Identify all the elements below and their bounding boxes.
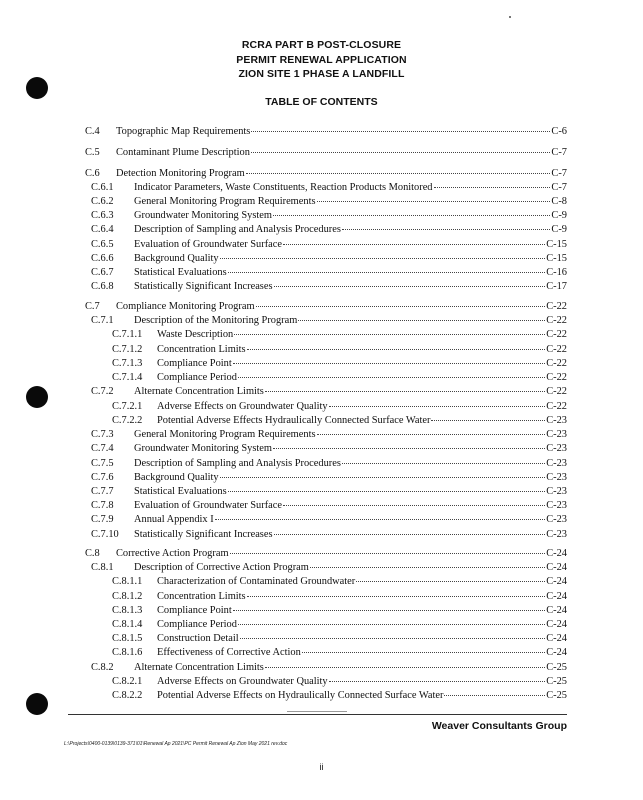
toc-entry-page: C-24 [546,605,567,616]
header-line-3: ZION SITE 1 PHASE A LANDFILL [238,68,405,80]
toc-entry-title: Construction Detail [157,633,239,644]
toc-entry[interactable] [0,146,567,159]
toc-entry-title: Description of Corrective Action Program [134,562,309,573]
toc-leader-dots [317,434,546,435]
toc-entry-title: Compliance Monitoring Program [116,301,255,312]
toc-entry-number: C.8.1.5 [112,633,143,644]
toc-entry[interactable] [0,485,567,498]
toc-entry-page: C-7 [551,182,567,193]
toc-entry[interactable] [0,428,567,441]
toc-leader-dots [274,534,546,535]
toc-entry-page: C-16 [546,267,567,278]
toc-entry-page: C-23 [546,458,567,469]
toc-leader-dots [283,505,545,506]
toc-entry-title: Compliance Point [157,605,232,616]
toc-entry-page: C-22 [546,301,567,312]
header-line-2: PERMIT RENEWAL APPLICATION [236,54,407,66]
toc-entry-title: Corrective Action Program [116,548,229,559]
toc-leader-dots [246,173,551,174]
toc-entry-number: C.8.2.2 [112,690,143,701]
toc-entry[interactable] [0,661,567,674]
toc-entry[interactable] [0,632,567,645]
toc-entry[interactable] [0,646,567,659]
toc-entry-title: Effectiveness of Corrective Action [157,647,301,658]
toc-entry-page: C-23 [546,500,567,511]
toc-entry[interactable] [0,371,567,384]
toc-entry-title: Characterization of Contaminated Groundwater [157,576,356,587]
toc-leader-dots [434,187,551,188]
toc-entry-number: C.6.2 [91,196,114,207]
toc-entry-page: C-17 [546,281,567,292]
toc-leader-dots [238,377,545,378]
toc-entry-page: C-23 [546,415,567,426]
toc-leader-dots [298,320,545,321]
toc-entry-title: Statistical Evaluations [134,267,227,278]
toc-entry[interactable] [0,575,567,588]
toc-entry-number: C.7.6 [91,472,114,483]
toc-leader-dots [265,391,545,392]
toc-entry-page: C-6 [551,126,567,137]
toc-entry-page: C-22 [546,401,567,412]
toc-entry-page: C-15 [546,239,567,250]
toc-leader-dots [273,448,545,449]
toc-title: TABLE OF CONTENTS [265,96,378,108]
toc-entry-page: C-23 [546,529,567,540]
toc-entry-number: C.6.7 [91,267,114,278]
toc-entry-number: C.6.1 [91,182,114,193]
toc-entry-title: Potential Adverse Effects on Hydraulically Connected Surface Water [157,690,444,701]
toc-entry-title: Groundwater Monitoring System [134,443,272,454]
toc-entry-number: C.7.2.2 [112,415,143,426]
toc-leader-dots [342,463,545,464]
toc-entry-number: C.8.1.4 [112,619,143,630]
toc-entry-number: C.7.7 [91,486,114,497]
toc-entry[interactable] [0,471,567,484]
toc-entry-number: C.7.2.1 [112,401,143,412]
toc-entry-number: C.8.1.6 [112,647,143,658]
toc-entry-page: C-22 [546,358,567,369]
toc-entry[interactable] [0,195,567,208]
toc-entry-number: C.7.4 [91,443,114,454]
toc-entry-page: C-24 [546,647,567,658]
toc-entry-page: C-24 [546,619,567,630]
toc-leader-dots [234,334,545,335]
toc-entry-number: C.5 [85,147,100,158]
toc-entry-number: C.8.2 [91,662,114,673]
toc-entry-number: C.8.1 [91,562,114,573]
toc-entry-title: Description of the Monitoring Program [134,315,298,326]
file-path: L:\Projects\0400-0139\0139-371\01\Renewal Ap 2021\PC Permit Renewal Ap Zion May 2021 rev.doc [64,741,288,747]
toc-entry-number: C.7.8 [91,500,114,511]
toc-entry-number: C.7.2 [91,386,114,397]
toc-entry-page: C-25 [546,690,567,701]
toc-entry-number: C.8.1.3 [112,605,143,616]
toc-entry-page: C-7 [551,147,567,158]
toc-entry-number: C.7.1.3 [112,358,143,369]
toc-leader-dots [283,244,545,245]
toc-entry[interactable] [0,689,567,702]
toc-leader-dots [233,610,545,611]
toc-entry-title: Groundwater Monitoring System [134,210,272,221]
toc-entry[interactable] [0,280,567,293]
toc-entry-number: C.6.3 [91,210,114,221]
toc-leader-dots [342,229,550,230]
toc-entry-page: C-15 [546,253,567,264]
toc-entry-title: Statistical Evaluations [134,486,227,497]
toc-entry-page: C-7 [551,168,567,179]
toc-entry-number: C.8 [85,548,100,559]
toc-leader-dots [228,491,546,492]
toc-entry-page: C-25 [546,676,567,687]
toc-entry-number: C.7.5 [91,458,114,469]
toc-entry-number: C.4 [85,126,100,137]
toc-leader-dots [240,638,546,639]
toc-entry-title: Statistically Significant Increases [134,529,273,540]
toc-entry[interactable] [0,547,567,560]
toc-leader-dots [228,272,546,273]
page-number: ii [319,762,324,772]
toc-entry[interactable] [0,357,567,370]
toc-entry-page: C-9 [551,210,567,221]
toc-leader-dots [310,567,545,568]
toc-leader-dots [431,420,545,421]
footer-rule [68,714,567,715]
toc-entry-number: C.8.1.2 [112,591,143,602]
toc-leader-dots [274,286,546,287]
scan-speck [509,16,511,18]
toc-entry-title: Potential Adverse Effects Hydraulically Connected Surface Water [157,415,431,426]
toc-leader-dots [317,201,551,202]
toc-leader-dots [251,152,550,153]
toc-entry[interactable] [0,561,567,574]
toc-entry-title: Waste Description [157,329,234,340]
toc-entry[interactable] [0,223,567,236]
toc-leader-dots [444,695,545,696]
toc-entry-page: C-24 [546,633,567,644]
toc-leader-dots [356,581,545,582]
toc-entry[interactable] [0,209,567,222]
toc-entry-title: Alternate Concentration Limits [134,662,264,673]
toc-entry-page: C-23 [546,514,567,525]
toc-entry[interactable] [0,499,567,512]
toc-entry-title: Evaluation of Groundwater Surface [134,500,283,511]
toc-leader-dots [329,681,546,682]
toc-leader-dots [215,519,546,520]
toc-entry[interactable] [0,414,567,427]
toc-entry[interactable] [0,314,567,327]
toc-leader-dots [265,667,545,668]
toc-entry-number: C.6.4 [91,224,114,235]
toc-entry[interactable] [0,442,567,455]
toc-entry[interactable] [0,238,567,251]
toc-entry[interactable] [0,343,567,356]
toc-entry[interactable] [0,618,567,631]
toc-entry-title: Detection Monitoring Program [116,168,245,179]
toc-entry-title: Evaluation of Groundwater Surface [134,239,283,250]
toc-entry-title: Annual Appendix I [134,514,214,525]
toc-entry-number: C.7.9 [91,514,114,525]
toc-entry-page: C-23 [546,486,567,497]
toc-entry[interactable] [0,252,567,265]
toc-entry-title: General Monitoring Program Requirements [134,196,316,207]
toc-entry-number: C.7.1.1 [112,329,143,340]
toc-leader-dots [247,596,546,597]
toc-leader-dots [220,258,546,259]
toc-entry-page: C-22 [546,386,567,397]
toc-leader-dots [233,363,545,364]
toc-entry-page: C-24 [546,591,567,602]
toc-entry-page: C-24 [546,562,567,573]
toc-entry[interactable] [0,528,567,541]
toc-entry[interactable] [0,300,567,313]
toc-entry-number: C.7.3 [91,429,114,440]
toc-entry-page: C-23 [546,472,567,483]
toc-entry-number: C.8.1.1 [112,576,143,587]
toc-entry-title: Adverse Effects on Groundwater Quality [157,401,328,412]
toc-entry-page: C-9 [551,224,567,235]
toc-entry[interactable] [0,167,567,180]
toc-entry[interactable] [0,328,567,341]
toc-entry-page: C-24 [546,548,567,559]
toc-leader-dots [251,131,550,132]
toc-entry-title: Concentration Limits [157,591,246,602]
toc-entry[interactable] [0,181,567,194]
toc-entry-number: C.7.1.2 [112,344,143,355]
toc-entry-number: C.8.2.1 [112,676,143,687]
firm-name: Weaver Consultants Group [431,720,567,732]
toc-entry-number: C.7 [85,301,100,312]
toc-entry-page: C-23 [546,429,567,440]
toc-entry-title: Statistically Significant Increases [134,281,273,292]
toc-entry-title: Contaminant Plume Description [116,147,250,158]
toc-entry-page: C-25 [546,662,567,673]
toc-entry[interactable] [0,675,567,688]
toc-entry-page: C-23 [546,443,567,454]
toc-entry-title: Topographic Map Requirements [116,126,251,137]
toc-entry-page: C-22 [546,315,567,326]
toc-entry[interactable] [0,604,567,617]
toc-entry-page: C-22 [546,329,567,340]
toc-entry-title: Background Quality [134,253,219,264]
toc-entry-number: C.6.6 [91,253,114,264]
toc-entry-title: Compliance Period [157,372,237,383]
toc-entry-title: Description of Sampling and Analysis Procedures [134,224,341,235]
toc-leader-dots [230,553,546,554]
toc-entry-number: C.6 [85,168,100,179]
toc-leader-dots [256,306,546,307]
toc-entry[interactable] [0,457,567,470]
toc-entry-number: C.7.1 [91,315,114,326]
toc-entry-title: General Monitoring Program Requirements [134,429,316,440]
toc-entry-page: C-22 [546,344,567,355]
toc-entry-title: Compliance Point [157,358,232,369]
toc-entry-number: C.6.5 [91,239,114,250]
toc-entry[interactable] [0,400,567,413]
toc-entry[interactable] [0,125,567,138]
toc-leader-dots [329,406,546,407]
toc-entry-title: Adverse Effects on Groundwater Quality [157,676,328,687]
toc-entry-title: Concentration Limits [157,344,246,355]
toc-entry[interactable] [0,590,567,603]
toc-entry-number: C.7.1.4 [112,372,143,383]
toc-leader-dots [247,349,546,350]
toc-entry[interactable] [0,513,567,526]
header-line-1: RCRA PART B POST-CLOSURE [241,39,402,51]
toc-entry-title: Background Quality [134,472,219,483]
toc-entry-title: Alternate Concentration Limits [134,386,264,397]
toc-entry-page: C-8 [551,196,567,207]
toc-entry-title: Description of Sampling and Analysis Procedures [134,458,341,469]
toc-leader-dots [238,624,545,625]
toc-entry-page: C-22 [546,372,567,383]
toc-entry-page: C-24 [546,576,567,587]
toc-entry-number: C.6.8 [91,281,114,292]
toc-entry-title: Indicator Parameters, Waste Constituents, Reaction Products Monitored [134,182,433,193]
toc-entry-title: Compliance Period [157,619,237,630]
toc-leader-dots [220,477,546,478]
toc-entry[interactable] [0,266,567,279]
toc-leader-dots [302,652,545,653]
toc-leader-dots [273,215,550,216]
toc-entry-number: C.7.10 [91,529,119,540]
toc-entry[interactable] [0,385,567,398]
